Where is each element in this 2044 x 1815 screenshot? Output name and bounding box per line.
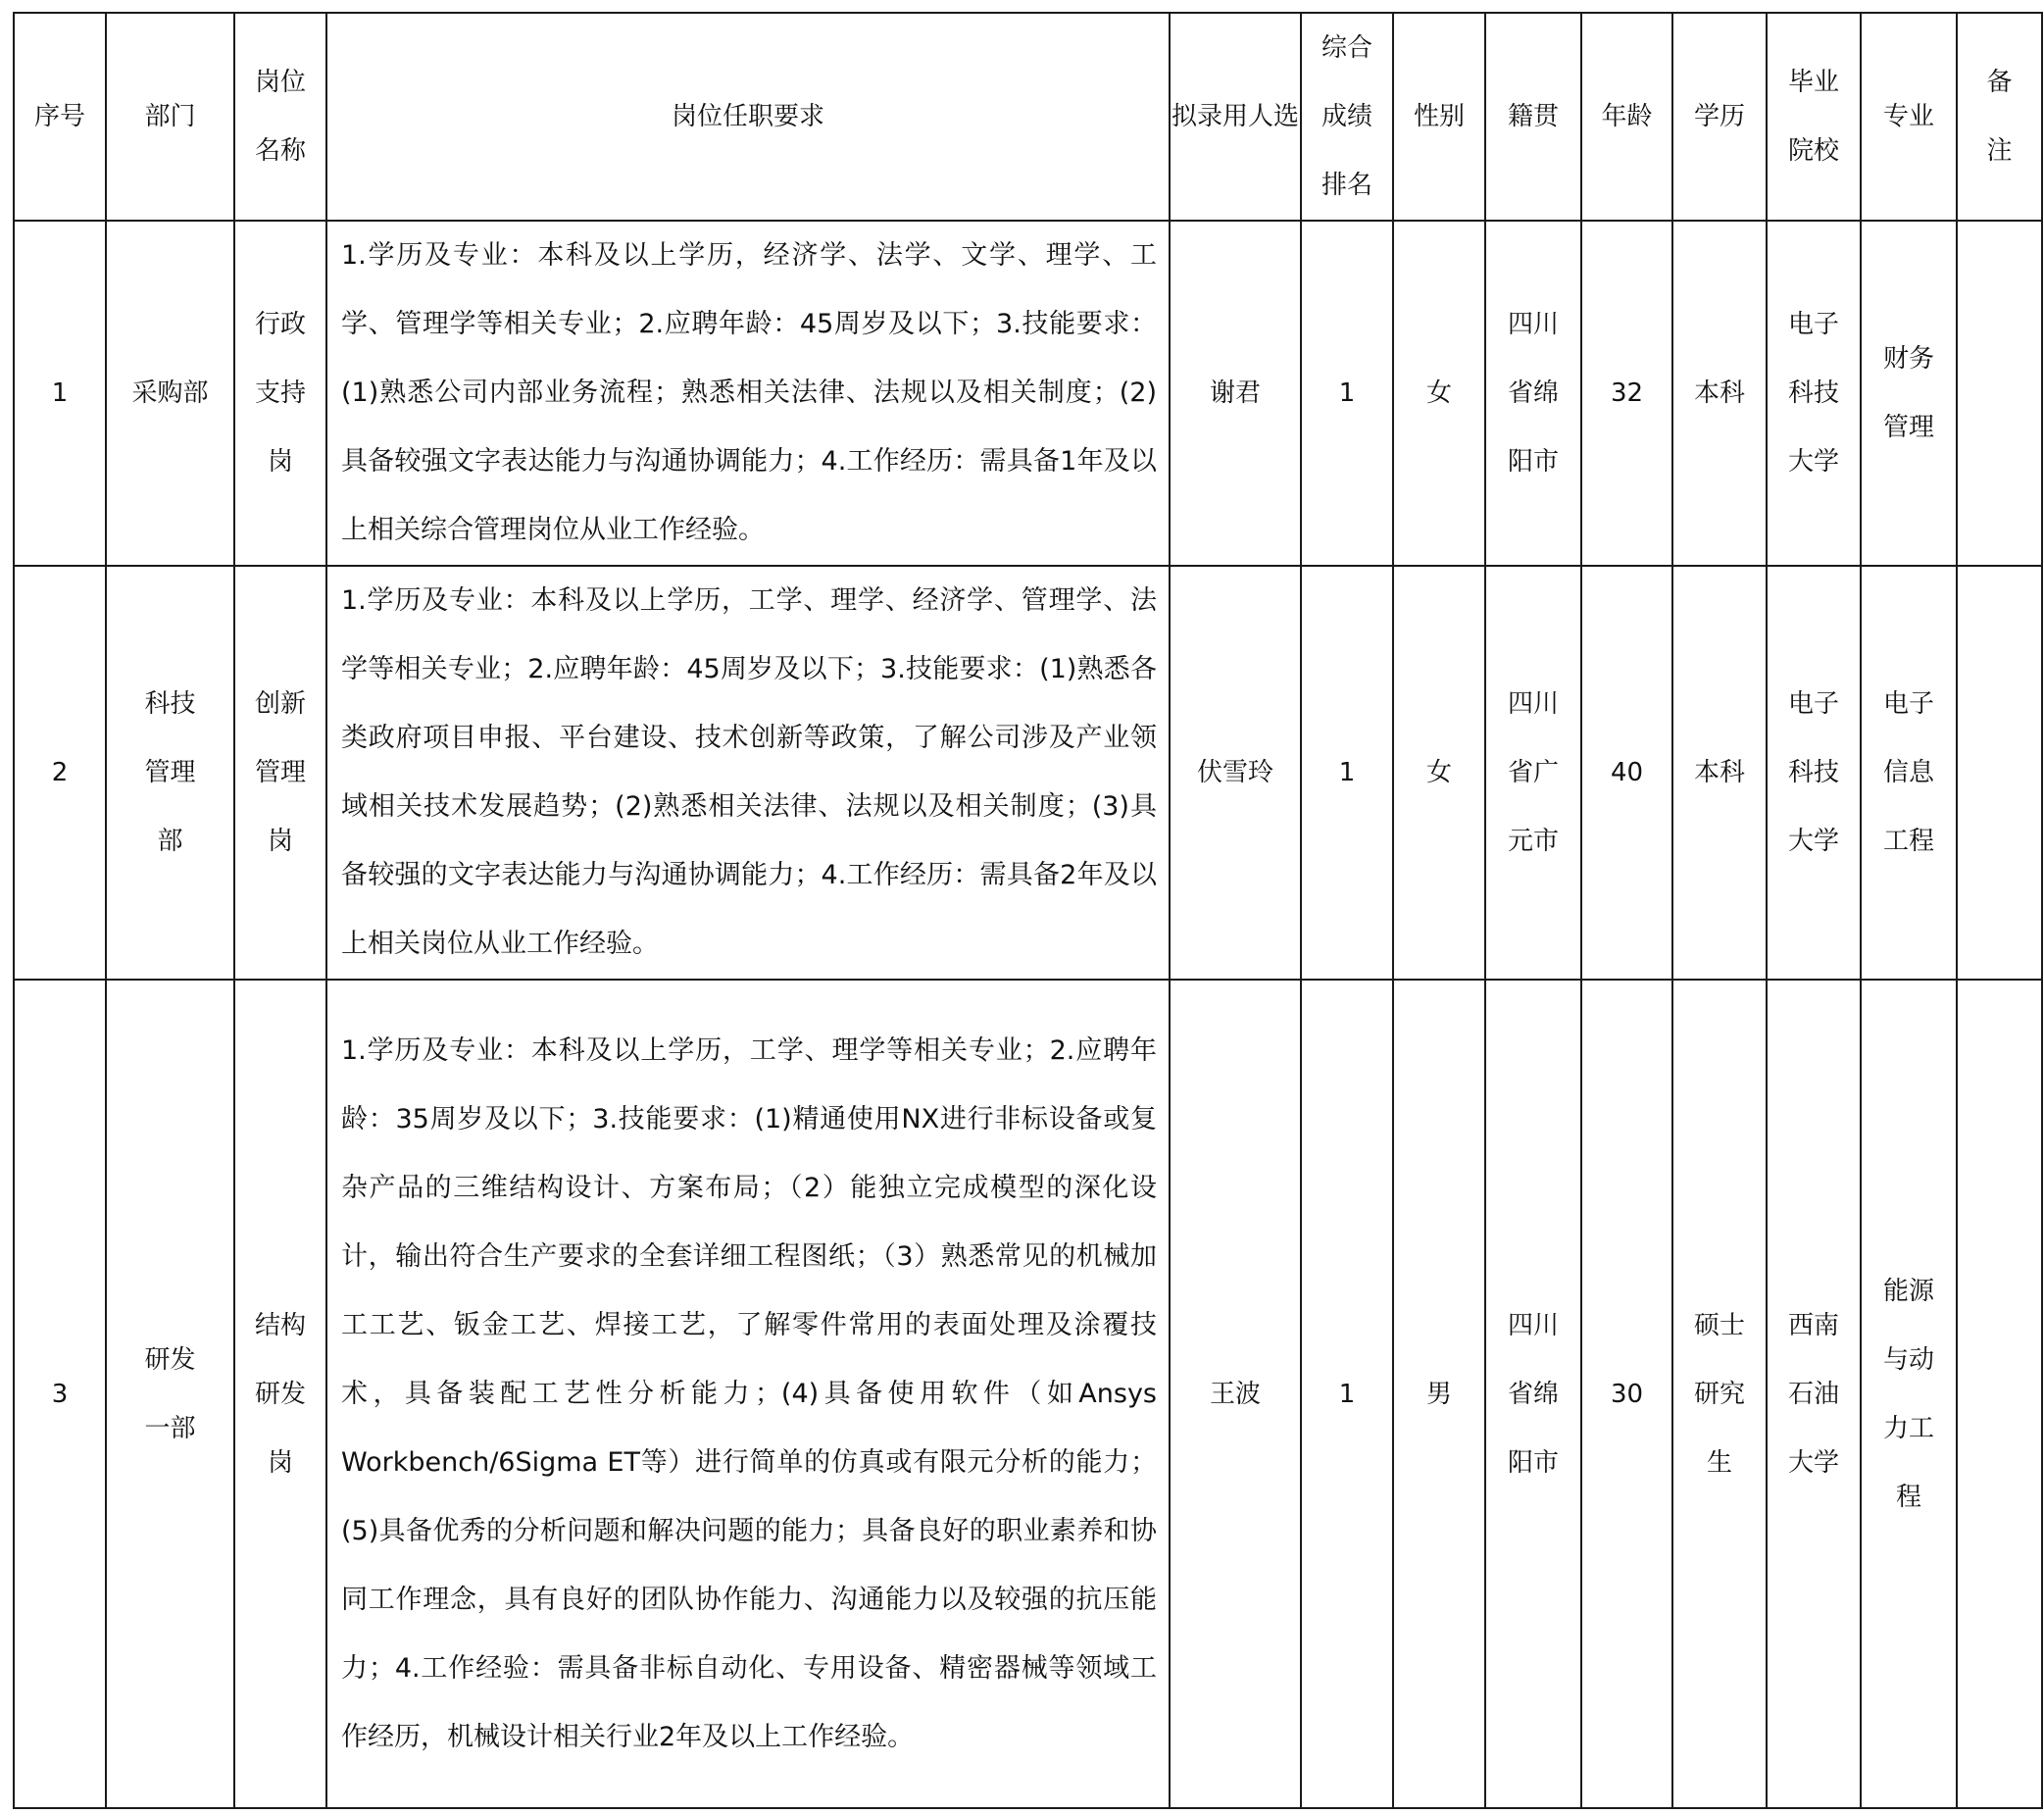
cell-remark: [1957, 221, 2042, 566]
cell-candidate: 王波: [1170, 980, 1301, 1808]
header-major: 专业: [1861, 13, 1957, 221]
header-school: 毕业院校: [1767, 13, 1861, 221]
header-post: 岗位名称: [234, 13, 326, 221]
cell-requirements: 1.学历及专业：本科及以上学历，经济学、法学、文学、理学、工学、管理学等相关专业；2.应聘年龄：45周岁及以下；3.技能要求：(1)熟悉公司内部业务流程；熟悉相关法律、法规以及相关制度；(2)具备较强文字表达能力与沟通协调能力；4.工作经历：需具备1年及以上相关综合管理岗位从业工作经验。: [326, 221, 1170, 566]
cell-education: 本科: [1672, 221, 1767, 566]
header-age: 年龄: [1581, 13, 1672, 221]
cell-origin: 四川省广元市: [1485, 566, 1581, 980]
cell-dept: 科技管理部: [106, 566, 234, 980]
header-gender: 性别: [1393, 13, 1485, 221]
cell-major: 电子信息工程: [1861, 566, 1957, 980]
cell-seq: 2: [14, 566, 106, 980]
cell-dept: 采购部: [106, 221, 234, 566]
cell-major: 能源与动力工程: [1861, 980, 1957, 1808]
header-requirements: 岗位任职要求: [326, 13, 1170, 221]
table-row: [14, 221, 2042, 566]
cell-school: 西南石油大学: [1767, 980, 1861, 1808]
cell-dept: 研发一部: [106, 980, 234, 1808]
cell-requirements: 1.学历及专业：本科及以上学历，工学、理学、经济学、管理学、法学等相关专业；2.应聘年龄：45周岁及以下；3.技能要求：(1)熟悉各类政府项目申报、平台建设、技术创新等政策，了解公司涉及产业领域相关技术发展趋势；(2)熟悉相关法律、法规以及相关制度；(3)具备较强的文字表达能力与沟通协调能力；4.工作经历：需具备2年及以上相关岗位从业工作经验。: [326, 566, 1170, 980]
header-remark: 备注: [1957, 13, 2042, 221]
cell-post: 结构研发岗: [234, 980, 326, 1808]
header-education: 学历: [1672, 13, 1767, 221]
table-row: [14, 566, 2042, 980]
header-origin: 籍贯: [1485, 13, 1581, 221]
cell-seq: 3: [14, 980, 106, 1808]
cell-school: 电子科技大学: [1767, 566, 1861, 980]
cell-rank: 1: [1301, 980, 1393, 1808]
cell-candidate: 伏雪玲: [1170, 566, 1301, 980]
cell-candidate: 谢君: [1170, 221, 1301, 566]
cell-post: 创新管理岗: [234, 566, 326, 980]
header-candidate: 拟录用人选: [1170, 13, 1301, 221]
cell-gender: 男: [1393, 980, 1485, 1808]
cell-school: 电子科技大学: [1767, 221, 1861, 566]
cell-origin: 四川省绵阳市: [1485, 221, 1581, 566]
cell-gender: 女: [1393, 221, 1485, 566]
header-seq: 序号: [14, 13, 106, 221]
cell-post: 行政支持岗: [234, 221, 326, 566]
header-rank: 综合成绩排名: [1301, 13, 1393, 221]
table-row: [14, 980, 2042, 1808]
cell-rank: 1: [1301, 221, 1393, 566]
cell-gender: 女: [1393, 566, 1485, 980]
cell-age: 32: [1581, 221, 1672, 566]
cell-rank: 1: [1301, 566, 1393, 980]
header-dept: 部门: [106, 13, 234, 221]
cell-origin: 四川省绵阳市: [1485, 980, 1581, 1808]
cell-requirements: 1.学历及专业：本科及以上学历，工学、理学等相关专业；2.应聘年龄：35周岁及以下；3.技能要求：(1)精通使用NX进行非标设备或复杂产品的三维结构设计、方案布局；（2）能独立完成模型的深化设计，输出符合生产要求的全套详细工程图纸；（3）熟悉常见的机械加工工艺、钣金工艺、焊接工艺，了解零件常用的表面处理及涂覆技术，具备装配工艺性分析能力；(4)具备使用软件（如Ansys Workbench/6Sigma ET等）进行简单的仿真或有限元分析的能力；(5)具备优秀的分析问题和解决问题的能力；具备良好的职业素养和协同工作理念，具有良好的团队协作能力、沟通能力以及较强的抗压能力；4.工作经验：需具备非标自动化、专用设备、精密器械等领域工作经历，机械设计相关行业2年及以上工作经验。: [326, 980, 1170, 1808]
cell-remark: [1957, 980, 2042, 1808]
cell-education: 本科: [1672, 566, 1767, 980]
cell-age: 30: [1581, 980, 1672, 1808]
cell-age: 40: [1581, 566, 1672, 980]
cell-remark: [1957, 566, 2042, 980]
cell-major: 财务管理: [1861, 221, 1957, 566]
recruitment-table: [13, 12, 2043, 1809]
cell-seq: 1: [14, 221, 106, 566]
cell-education: 硕士研究生: [1672, 980, 1767, 1808]
header-row: [14, 13, 2042, 221]
